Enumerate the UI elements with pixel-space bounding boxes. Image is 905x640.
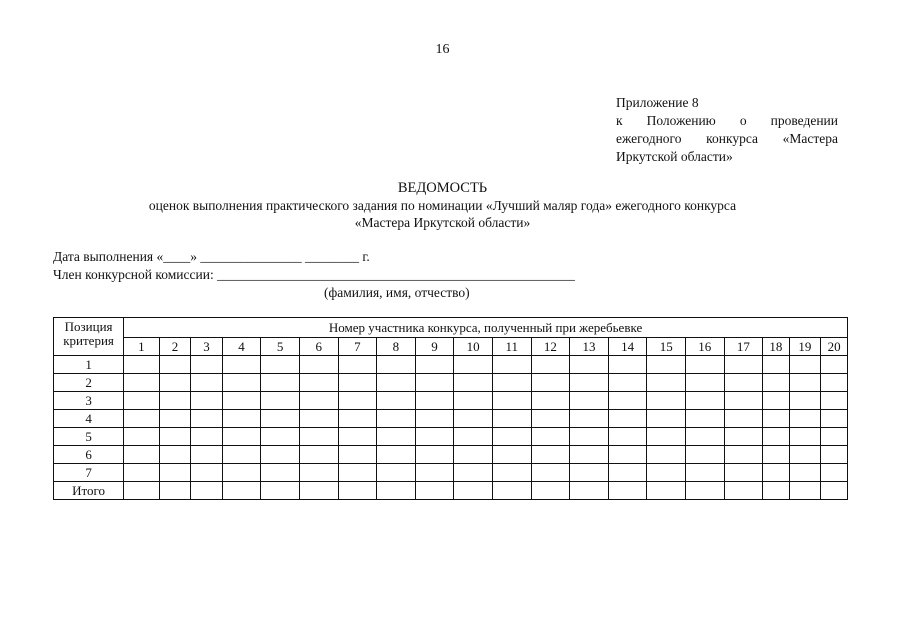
row-label: 4 — [54, 410, 124, 428]
position-header: Позиция критерия — [54, 318, 124, 356]
score-cell — [570, 464, 609, 482]
score-cell — [124, 428, 160, 446]
score-cell — [415, 446, 454, 464]
score-cell — [570, 374, 609, 392]
score-cell — [763, 464, 789, 482]
column-number: 10 — [454, 338, 493, 356]
column-number: 11 — [492, 338, 531, 356]
score-cell — [724, 392, 763, 410]
score-cell — [570, 392, 609, 410]
score-cell — [608, 356, 647, 374]
score-cell — [763, 374, 789, 392]
score-cell — [763, 446, 789, 464]
score-cell — [647, 446, 686, 464]
column-number: 6 — [299, 338, 338, 356]
table-row — [54, 374, 848, 392]
score-cell — [261, 392, 300, 410]
score-cell — [454, 356, 493, 374]
score-cell — [338, 410, 377, 428]
score-cell — [124, 482, 160, 500]
score-cell — [415, 464, 454, 482]
score-cell — [415, 410, 454, 428]
score-cell — [531, 446, 570, 464]
score-cell — [492, 464, 531, 482]
column-number: 13 — [570, 338, 609, 356]
score-cell — [531, 392, 570, 410]
score-cell — [531, 464, 570, 482]
score-cell — [159, 428, 191, 446]
score-cell — [531, 428, 570, 446]
score-cell — [377, 410, 416, 428]
score-cell — [222, 482, 261, 500]
score-cell — [261, 356, 300, 374]
score-cell — [222, 374, 261, 392]
score-cell — [821, 410, 848, 428]
score-cell — [299, 374, 338, 392]
document-title — [0, 180, 885, 231]
appendix-note — [616, 94, 838, 166]
row-label: 1 — [54, 356, 124, 374]
score-cell — [191, 446, 223, 464]
score-cell — [724, 374, 763, 392]
score-cell — [454, 464, 493, 482]
score-cell — [415, 356, 454, 374]
column-number: 9 — [415, 338, 454, 356]
score-cell — [377, 428, 416, 446]
score-cell — [647, 392, 686, 410]
score-cell — [686, 464, 725, 482]
score-cell — [608, 446, 647, 464]
score-cell — [454, 428, 493, 446]
score-cell — [338, 464, 377, 482]
score-cell — [191, 356, 223, 374]
column-number: 20 — [821, 338, 848, 356]
appendix-line: к Положению о проведении — [616, 113, 838, 128]
row-label: 6 — [54, 446, 124, 464]
score-cell — [159, 464, 191, 482]
score-cell — [261, 446, 300, 464]
score-cell — [789, 356, 821, 374]
score-cell — [415, 428, 454, 446]
score-cell — [789, 392, 821, 410]
score-cell — [124, 374, 160, 392]
column-number: 18 — [763, 338, 789, 356]
score-cell — [222, 428, 261, 446]
score-cell — [191, 464, 223, 482]
score-cell — [763, 410, 789, 428]
score-cell — [191, 374, 223, 392]
score-cell — [686, 446, 725, 464]
score-cell — [222, 392, 261, 410]
score-cell — [377, 446, 416, 464]
score-cell — [821, 374, 848, 392]
row-label: 7 — [54, 464, 124, 482]
score-cell — [338, 392, 377, 410]
table-row — [54, 410, 848, 428]
score-cell — [724, 428, 763, 446]
score-cell — [492, 428, 531, 446]
score-cell — [492, 356, 531, 374]
table-row — [54, 482, 848, 500]
score-cell — [531, 482, 570, 500]
column-number: 16 — [686, 338, 725, 356]
row-label: 2 — [54, 374, 124, 392]
score-cell — [492, 392, 531, 410]
column-number: 5 — [261, 338, 300, 356]
score-cell — [821, 446, 848, 464]
score-cell — [492, 410, 531, 428]
fio-caption: (фамилия, имя, отчество) — [324, 285, 470, 300]
score-cell — [492, 374, 531, 392]
table-row — [54, 428, 848, 446]
score-cell — [222, 356, 261, 374]
column-number: 3 — [191, 338, 223, 356]
commission-member-field: Член конкурсной комиссии: _____________________________________________________ — [53, 267, 575, 282]
score-cell — [124, 356, 160, 374]
score-cell — [124, 464, 160, 482]
score-cell — [261, 482, 300, 500]
score-cell — [724, 464, 763, 482]
column-number: 12 — [531, 338, 570, 356]
column-number: 17 — [724, 338, 763, 356]
column-number: 15 — [647, 338, 686, 356]
score-cell — [531, 410, 570, 428]
score-cell — [377, 482, 416, 500]
score-cell — [570, 410, 609, 428]
score-cell — [647, 482, 686, 500]
score-cell — [686, 428, 725, 446]
score-cell — [377, 392, 416, 410]
score-cell — [763, 356, 789, 374]
score-cell — [492, 446, 531, 464]
page-number: 16 — [435, 42, 450, 57]
score-cell — [222, 464, 261, 482]
score-cell — [261, 464, 300, 482]
score-cell — [647, 374, 686, 392]
score-cell — [821, 482, 848, 500]
score-cell — [570, 446, 609, 464]
score-cell — [338, 356, 377, 374]
score-table — [53, 317, 848, 500]
score-cell — [647, 356, 686, 374]
score-cell — [608, 464, 647, 482]
score-cell — [686, 374, 725, 392]
score-cell — [159, 392, 191, 410]
score-cell — [124, 392, 160, 410]
table-row — [54, 356, 848, 374]
score-cell — [377, 374, 416, 392]
score-cell — [608, 482, 647, 500]
date-field: Дата выполнения «____» _______________ ________ г. — [53, 249, 370, 264]
score-cell — [377, 464, 416, 482]
score-cell — [789, 410, 821, 428]
score-cell — [608, 392, 647, 410]
score-cell — [338, 374, 377, 392]
score-cell — [763, 428, 789, 446]
column-number: 14 — [608, 338, 647, 356]
score-cell — [191, 482, 223, 500]
appendix-line: Иркутской области» — [616, 149, 733, 164]
score-cell — [415, 392, 454, 410]
score-cell — [338, 446, 377, 464]
score-cell — [789, 446, 821, 464]
score-cell — [222, 446, 261, 464]
score-cell — [724, 356, 763, 374]
score-cell — [261, 428, 300, 446]
title-subtitle: «Мастера Иркутской области» — [354, 215, 531, 230]
score-cell — [454, 392, 493, 410]
row-label: 5 — [54, 428, 124, 446]
score-cell — [159, 446, 191, 464]
score-cell — [724, 482, 763, 500]
column-number: 2 — [159, 338, 191, 356]
score-cell — [299, 392, 338, 410]
score-cell — [159, 374, 191, 392]
score-cell — [159, 410, 191, 428]
score-cell — [763, 392, 789, 410]
score-cell — [570, 356, 609, 374]
score-cell — [191, 410, 223, 428]
score-cell — [821, 464, 848, 482]
column-number: 1 — [124, 338, 160, 356]
score-cell — [454, 482, 493, 500]
table-row — [54, 464, 848, 482]
title-heading: ВЕДОМОСТЬ — [397, 180, 488, 196]
score-cell — [454, 374, 493, 392]
score-cell — [124, 446, 160, 464]
score-cell — [299, 428, 338, 446]
table-column-numbers-row — [54, 338, 848, 356]
score-cell — [299, 410, 338, 428]
score-cell — [261, 410, 300, 428]
participant-header: Номер участника конкурса, полученный при жеребьевке — [124, 318, 848, 338]
table-row — [54, 446, 848, 464]
column-number: 19 — [789, 338, 821, 356]
score-cell — [686, 482, 725, 500]
table-header-row — [54, 318, 848, 338]
score-cell — [686, 392, 725, 410]
score-cell — [789, 464, 821, 482]
score-cell — [191, 428, 223, 446]
score-cell — [724, 410, 763, 428]
row-label: Итого — [54, 482, 124, 500]
column-number: 4 — [222, 338, 261, 356]
score-cell — [299, 446, 338, 464]
score-cell — [608, 428, 647, 446]
score-cell — [570, 428, 609, 446]
score-cell — [415, 374, 454, 392]
score-cell — [647, 410, 686, 428]
score-cell — [299, 356, 338, 374]
score-cell — [338, 482, 377, 500]
score-cell — [415, 482, 454, 500]
score-cell — [686, 410, 725, 428]
row-label: 3 — [54, 392, 124, 410]
score-cell — [159, 482, 191, 500]
score-cell — [261, 374, 300, 392]
score-cell — [531, 356, 570, 374]
score-cell — [454, 410, 493, 428]
score-cell — [608, 374, 647, 392]
column-number: 7 — [338, 338, 377, 356]
score-cell — [763, 482, 789, 500]
appendix-line: Приложение 8 — [616, 95, 699, 110]
score-cell — [159, 356, 191, 374]
score-cell — [570, 482, 609, 500]
column-number: 8 — [377, 338, 416, 356]
score-cell — [608, 410, 647, 428]
score-cell — [724, 446, 763, 464]
score-cell — [821, 392, 848, 410]
score-cell — [299, 464, 338, 482]
score-cell — [191, 392, 223, 410]
table-row — [54, 392, 848, 410]
score-cell — [789, 482, 821, 500]
score-cell — [454, 446, 493, 464]
score-cell — [222, 410, 261, 428]
title-subtitle: оценок выполнения практического задания по номинации «Лучший маляр года» ежегодного конкурса — [148, 198, 737, 213]
score-cell — [338, 428, 377, 446]
score-cell — [821, 356, 848, 374]
score-cell — [299, 482, 338, 500]
score-cell — [789, 428, 821, 446]
score-cell — [377, 356, 416, 374]
score-cell — [686, 356, 725, 374]
appendix-line: ежегодного конкурса «Мастера — [616, 131, 838, 146]
score-cell — [124, 410, 160, 428]
score-cell — [492, 482, 531, 500]
score-cell — [531, 374, 570, 392]
score-cell — [821, 428, 848, 446]
score-cell — [647, 464, 686, 482]
score-cell — [647, 428, 686, 446]
score-cell — [789, 374, 821, 392]
